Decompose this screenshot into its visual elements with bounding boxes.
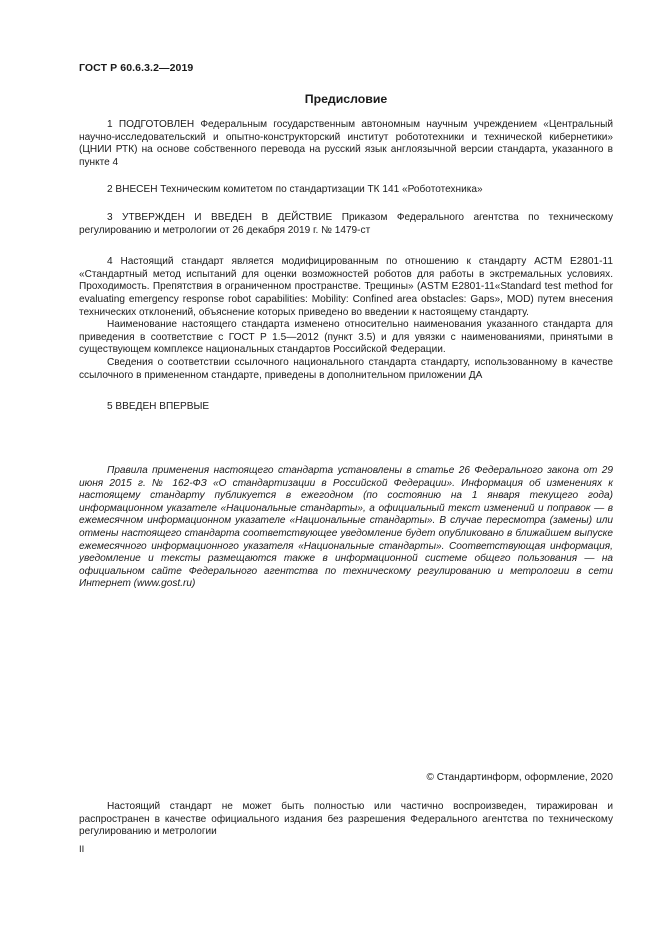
section-4-modified: 4 Настоящий стандарт является модифицированным по отношению к стандарту АСТМ Е2801-11 «Стандартный метод испытаний для оценки возможностей роботов для работы в экстремальных условиях. Проходимость. Препятствия в ограниченном пространстве. Трещины» (ASTM E2801-11«Standard test method for evaluating emergency response robot capabilities: Mobility: Confined area obstacles: Gaps», MOD) путем внесения технических отклонений, объяснение которых приведено во введении к настоящему стандарту. — [79, 256, 613, 318]
section-4-name-change: Наименование настоящего стандарта изменено относительно наименования указанного стандарта для приведения в соответствие с ГОСТ Р 1.5—2012 (пункт 3.5) и для увязки с наименованиями, принятыми в существующем комплексе национальных стандартов Российской Федерации. — [79, 319, 613, 356]
copyright-line: © Стандартинформ, оформление, 2020 — [426, 772, 613, 783]
section-5-first-introduced: 5 ВВЕДЕН ВПЕРВЫЕ — [107, 401, 210, 413]
page-title: Предисловие — [304, 92, 388, 106]
reproduction-notice-text: Настоящий стандарт не может быть полностью или частично воспроизведен, тиражирован и распространен в качестве официального издания без разрешения Федерального агентства по техническому регулированию и метрологии — [79, 801, 613, 838]
reproduction-notice-block — [79, 801, 613, 839]
section-1-prepared: 1 ПОДГОТОВЛЕН Федеральным государственным автономным научным учреждением «Центральный научно-исследовательский и опытно-конструкторский институт робототехники и технической кибернетики» (ЦНИИ РТК) на основе собственного перевода на русский язык англоязычной версии стандарта, указанного в пункте 4 — [79, 119, 613, 168]
section-2-submitted: 2 ВНЕСЕН Техническим комитетом по стандартизации ТК 141 «Робототехника» — [107, 184, 483, 196]
section-3-approved: 3 УТВЕРЖДЕН И ВВЕДЕН В ДЕЙСТВИЕ Приказом Федерального агентства по техническому регулированию и метрологии от 26 декабря 2019 г. № 1479-ст — [79, 211, 613, 236]
rules-notice-block — [79, 465, 613, 591]
document-code-header: ГОСТ Р 60.6.3.2—2019 — [79, 62, 194, 74]
rules-notice-text: Правила применения настоящего стандарта установлены в статье 26 Федерального закона от 29 июня 2015 г. № 162-ФЗ «О стандартизации в Российской Федерации». Информация об изменениях к настоящему стандарту публикуется в ежегодном (по состоянию на 1 января текущего года) информационном указателе «Национальные стандарты», а официальный текст изменений и поправок — в ежемесячном информационном указателе «Национальные стандарты». В случае пересмотра (замены) или отмены настоящего стандарта соответствующее уведомление будет опубликовано в ближайшем выпуске ежемесячного информационного указателя «Национальные стандарты». Соответствующая информация, уведомление и тексты размещаются также в информационной системе общего пользования — на официальном сайте Федерального агентства по техническому регулированию и метрологии в сети Интернет (www.gost.ru) — [79, 465, 613, 590]
foreword-body — [79, 119, 613, 414]
section-4-references: Сведения о соответствии ссылочного национального стандарта стандарту, использованному в качестве ссылочного в примененном стандарте, приведены в дополнительном приложении ДА — [79, 356, 613, 381]
page-number: II — [79, 844, 85, 855]
